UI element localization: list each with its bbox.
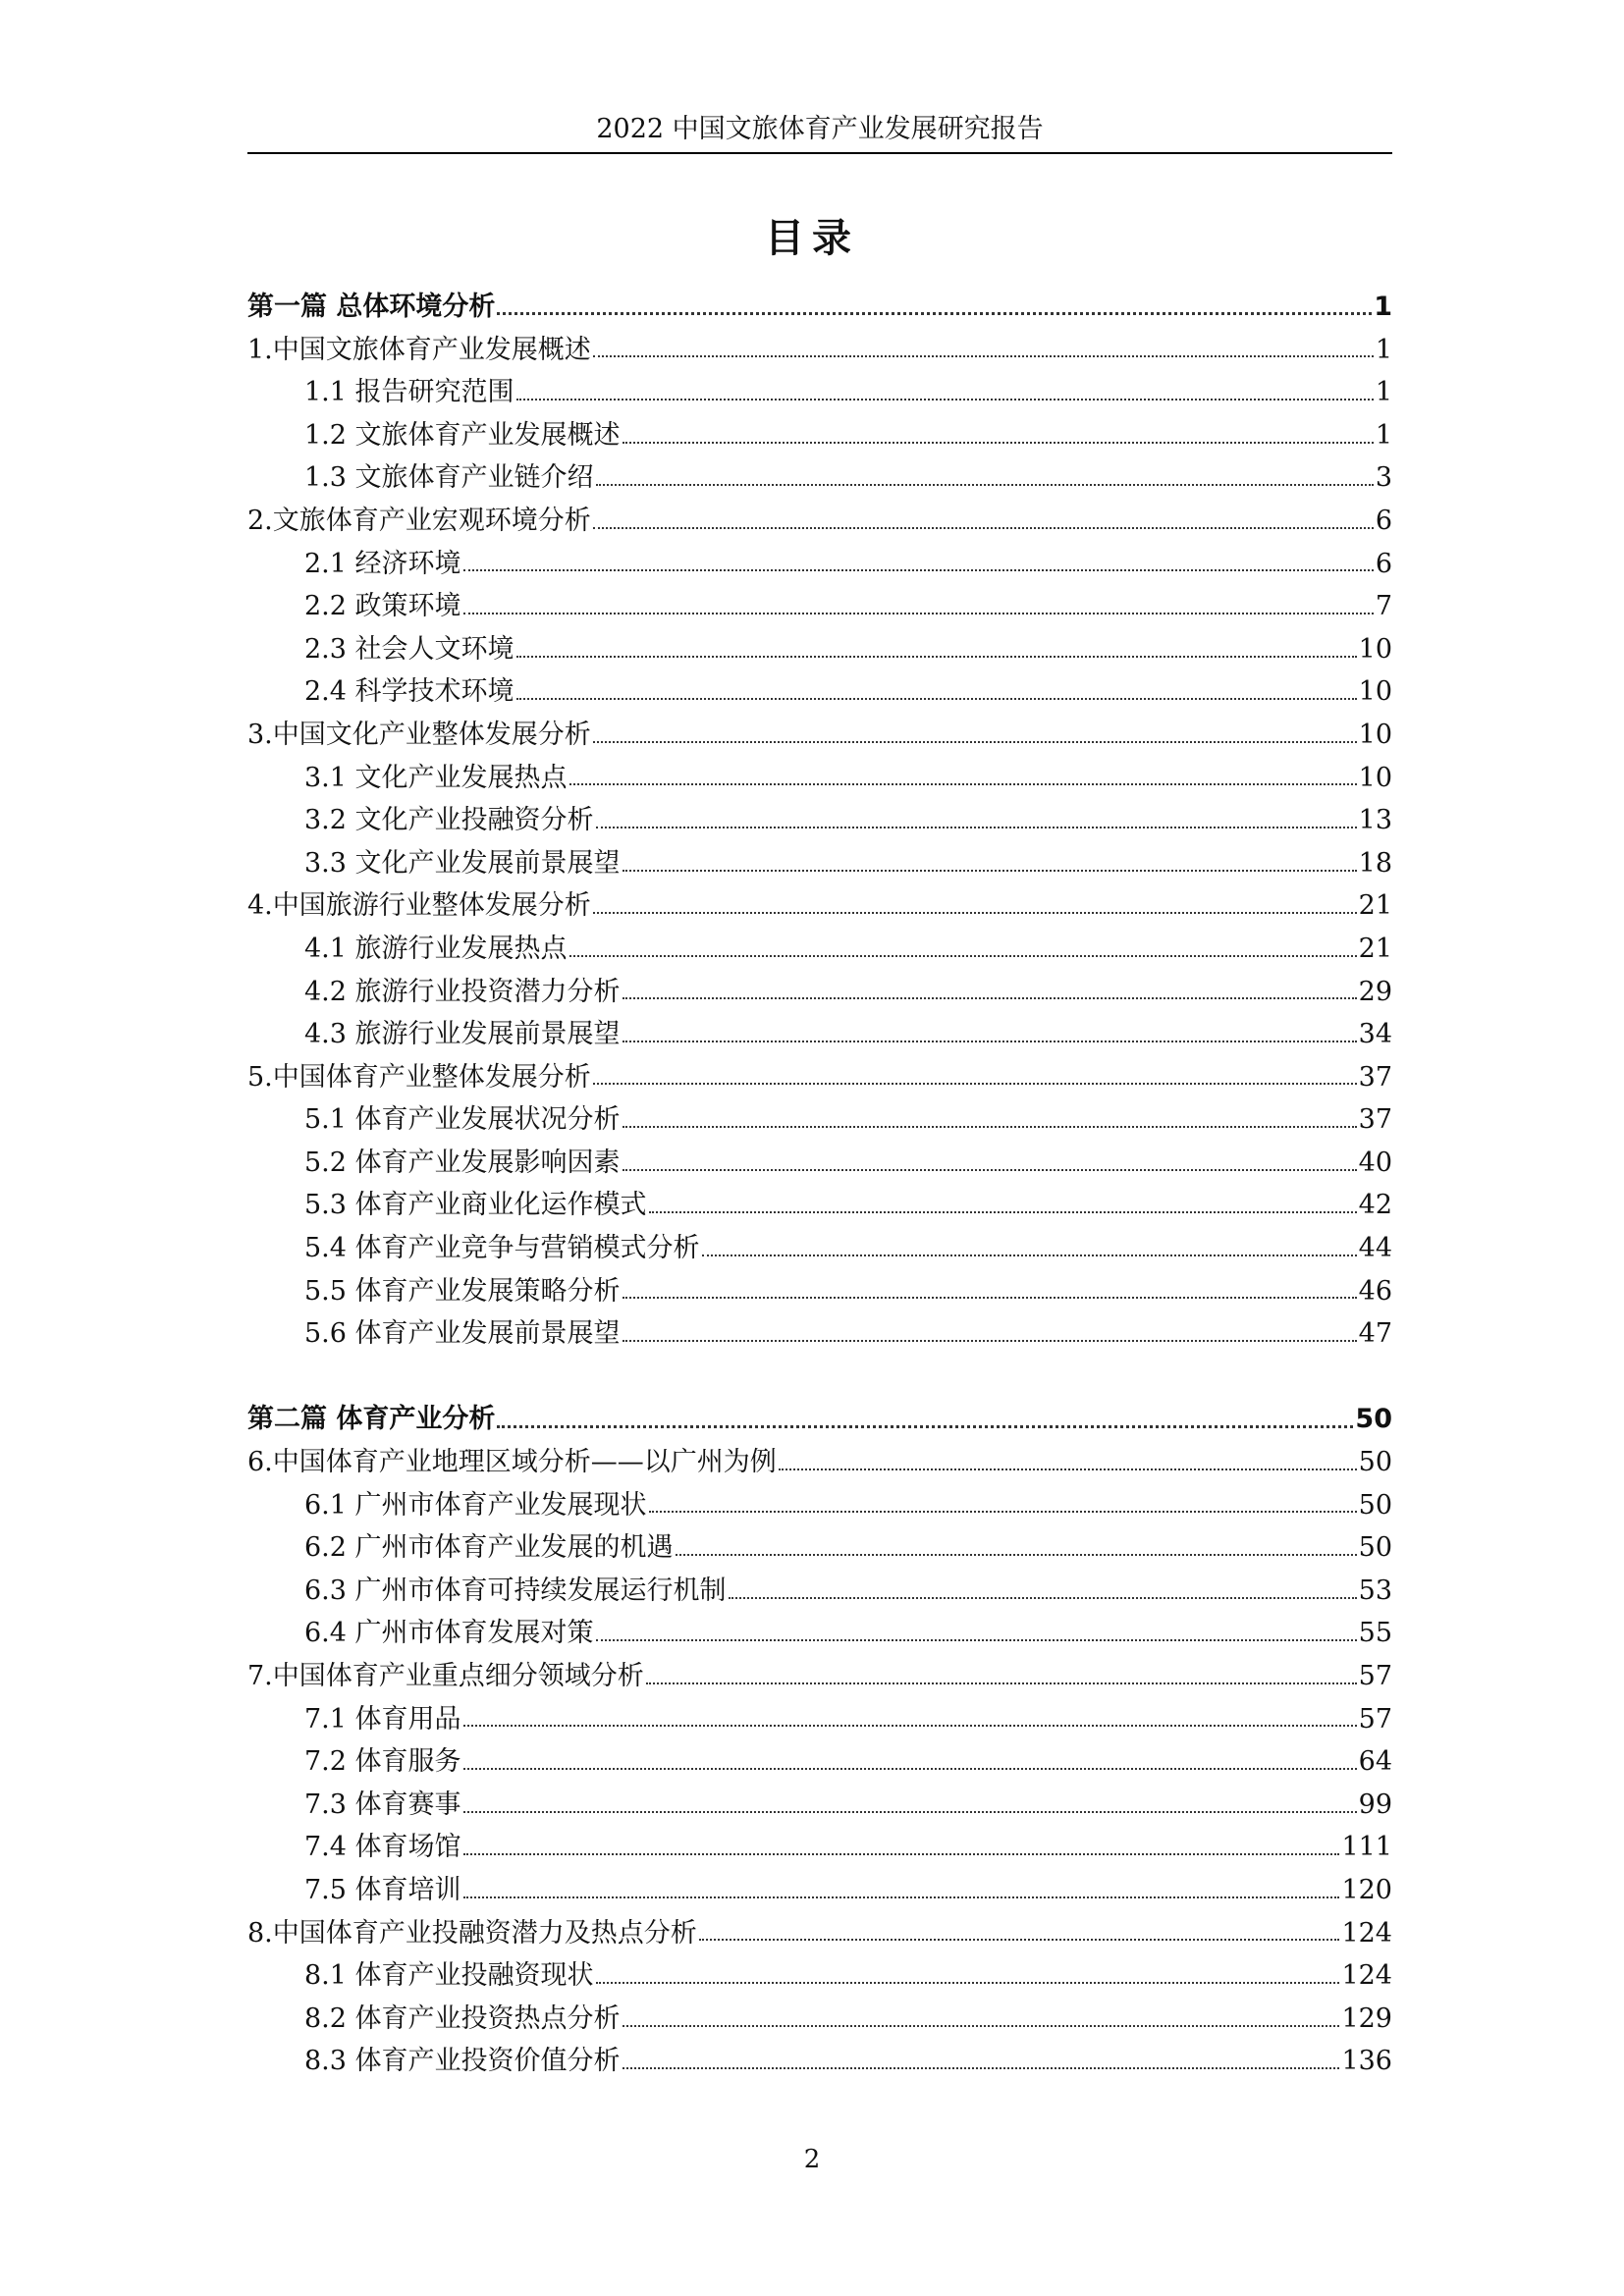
toc-entry-label: 3.中国文化产业整体发展分析 — [247, 719, 591, 750]
toc-dot-leader — [569, 783, 1357, 785]
toc-entry-section[interactable] — [247, 1783, 1392, 1826]
toc-entry-page: 6 — [1375, 548, 1392, 579]
toc-dot-leader — [649, 1211, 1357, 1213]
toc-entry-section[interactable] — [247, 1739, 1392, 1783]
toc-spacer — [247, 1355, 1392, 1398]
toc-dot-leader — [463, 1811, 1357, 1813]
toc-entry-label: 7.中国体育产业重点细分领域分析 — [247, 1661, 644, 1691]
toc-entry-page: 1 — [1374, 292, 1392, 322]
toc-dot-leader — [702, 1255, 1357, 1256]
toc-entry-label: 3.3 文化产业发展前景展望 — [304, 847, 621, 879]
toc-entry-label: 5.4 体育产业竞争与营销模式分析 — [304, 1233, 700, 1264]
toc-entry-page: 3 — [1375, 462, 1392, 494]
toc-dot-leader — [593, 355, 1374, 357]
toc-dot-leader — [593, 1083, 1357, 1085]
toc-dot-leader — [623, 1041, 1357, 1042]
toc-entry-chapter[interactable] — [247, 1440, 1392, 1483]
toc-entry-page: 47 — [1358, 1318, 1392, 1350]
toc-entry-label: 2.1 经济环境 — [304, 548, 461, 579]
toc-dot-leader — [646, 1682, 1357, 1684]
toc-dot-leader — [569, 955, 1357, 957]
toc-entry-label: 5.3 体育产业商业化运作模式 — [304, 1190, 647, 1221]
toc-entry-label: 1.1 报告研究范围 — [304, 377, 514, 408]
toc-entry-label: 2.3 社会人文环境 — [304, 633, 514, 665]
toc-entry-label: 2.文旅体育产业宏观环境分析 — [247, 505, 591, 536]
toc-dot-leader — [463, 1725, 1357, 1727]
toc-entry-page: 64 — [1358, 1746, 1392, 1778]
toc-entry-section[interactable] — [247, 1611, 1392, 1654]
toc-dot-leader — [516, 399, 1374, 400]
toc-entry-page: 50 — [1358, 1489, 1392, 1521]
toc-dot-leader — [623, 997, 1357, 999]
toc-entry-section[interactable] — [247, 1997, 1392, 2040]
toc-dot-leader — [516, 698, 1357, 700]
toc-entry-section[interactable] — [247, 756, 1392, 799]
toc-entry-section[interactable] — [247, 627, 1392, 670]
toc-entry-section[interactable] — [247, 1226, 1392, 1269]
toc-entry-section[interactable] — [247, 798, 1392, 841]
toc-entry-label: 2.2 政策环境 — [304, 591, 461, 622]
toc-entry-page: 120 — [1341, 1874, 1392, 1905]
toc-entry-section[interactable] — [247, 841, 1392, 884]
toc-entry-label: 6.3 广州市体育可持续发展运行机制 — [304, 1575, 727, 1606]
toc-entry-label: 7.2 体育服务 — [304, 1746, 461, 1778]
toc-dot-leader — [463, 569, 1374, 571]
toc-entry-page: 1 — [1375, 334, 1392, 365]
toc-dot-leader — [623, 1340, 1357, 1342]
toc-dot-leader — [516, 656, 1357, 658]
toc-entry-label: 8.2 体育产业投资热点分析 — [304, 2002, 621, 2034]
toc-entry-section[interactable] — [247, 1012, 1392, 1055]
toc-entry-section[interactable] — [247, 1525, 1392, 1569]
toc-entry-page: 1 — [1375, 419, 1392, 451]
toc-entry-page: 50 — [1358, 1447, 1392, 1478]
toc-entry-label: 3.2 文化产业投融资分析 — [304, 805, 594, 836]
toc-entry-page: 37 — [1358, 1061, 1392, 1093]
toc-entry-section[interactable] — [247, 1097, 1392, 1141]
toc-entry-label: 7.3 体育赛事 — [304, 1789, 461, 1820]
toc-dot-leader — [596, 1639, 1357, 1641]
toc-entry-section[interactable] — [247, 1825, 1392, 1868]
toc-dot-leader — [623, 1297, 1357, 1299]
toc-dot-leader — [699, 1939, 1340, 1941]
toc-dot-leader — [729, 1597, 1357, 1599]
toc-entry-label: 1.3 文旅体育产业链介绍 — [304, 462, 594, 494]
toc-dot-leader — [596, 1982, 1340, 1984]
toc-dot-leader — [593, 527, 1374, 529]
toc-entry-section[interactable] — [247, 1697, 1392, 1740]
toc-dot-leader — [596, 484, 1374, 486]
table-of-contents — [247, 285, 1392, 2082]
toc-entry-section[interactable] — [247, 1269, 1392, 1312]
toc-entry-page: 10 — [1358, 633, 1392, 665]
toc-entry-label: 5.1 体育产业发展状况分析 — [304, 1104, 621, 1136]
toc-entry-label: 4.1 旅游行业发展热点 — [304, 933, 568, 964]
toc-entry-page: 18 — [1358, 847, 1392, 879]
page-header: 2022 中国文旅体育产业发展研究报告 — [596, 114, 1044, 144]
toc-dot-leader — [623, 2025, 1340, 2027]
toc-entry-section[interactable] — [247, 584, 1392, 627]
toc-entry-page: 53 — [1358, 1575, 1392, 1606]
toc-dot-leader — [623, 442, 1374, 444]
toc-entry-page: 57 — [1358, 1661, 1392, 1691]
toc-dot-leader — [623, 870, 1357, 872]
toc-entry-label: 3.1 文化产业发展热点 — [304, 762, 568, 793]
toc-entry-label: 4.中国旅游行业整体发展分析 — [247, 890, 591, 922]
toc-entry-page: 42 — [1358, 1190, 1392, 1221]
toc-entry-chapter[interactable] — [247, 1911, 1392, 1954]
toc-dot-leader — [593, 741, 1357, 743]
toc-entry-label: 5.2 体育产业发展影响因素 — [304, 1147, 621, 1178]
toc-entry-label: 7.4 体育场馆 — [304, 1832, 461, 1863]
toc-entry-page: 40 — [1358, 1147, 1392, 1178]
toc-entry-page: 50 — [1355, 1404, 1392, 1435]
toc-entry-label: 5.6 体育产业发展前景展望 — [304, 1318, 621, 1350]
toc-entry-page: 21 — [1358, 933, 1392, 964]
toc-entry-label: 5.中国体育产业整体发展分析 — [247, 1061, 591, 1093]
toc-entry-section[interactable] — [247, 1311, 1392, 1355]
toc-dot-leader — [596, 827, 1357, 828]
toc-entry-page: 1 — [1375, 377, 1392, 408]
toc-entry-part[interactable] — [247, 1397, 1392, 1440]
toc-entry-page: 34 — [1358, 1019, 1392, 1050]
toc-entry-section[interactable] — [247, 1183, 1392, 1226]
toc-entry-page: 10 — [1358, 676, 1392, 708]
toc-entry-page: 10 — [1358, 719, 1392, 750]
toc-entry-label: 第二篇 体育产业分析 — [247, 1404, 496, 1435]
header-rule — [247, 152, 1392, 154]
toc-entry-label: 6.1 广州市体育产业发展现状 — [304, 1489, 647, 1521]
toc-entry-label: 6.2 广州市体育产业发展的机遇 — [304, 1532, 674, 1564]
toc-dot-leader — [623, 1126, 1357, 1128]
toc-entry-section[interactable] — [247, 1868, 1392, 1911]
toc-entry-page: 55 — [1358, 1618, 1392, 1649]
toc-entry-section[interactable] — [247, 1141, 1392, 1184]
toc-entry-label: 1.2 文旅体育产业发展概述 — [304, 419, 621, 451]
toc-entry-page: 6 — [1375, 505, 1392, 536]
toc-entry-label: 1.中国文旅体育产业发展概述 — [247, 334, 591, 365]
toc-dot-leader — [593, 912, 1357, 914]
toc-entry-page: 21 — [1358, 890, 1392, 922]
toc-entry-chapter[interactable] — [247, 713, 1392, 756]
toc-entry-page: 50 — [1358, 1532, 1392, 1564]
toc-title: 目录 — [765, 215, 859, 261]
toc-entry-section[interactable] — [247, 1483, 1392, 1526]
toc-entry-section[interactable] — [247, 669, 1392, 713]
toc-dot-leader — [497, 312, 1372, 315]
toc-entry-page: 46 — [1358, 1275, 1392, 1307]
toc-entry-label: 6.4 广州市体育发展对策 — [304, 1618, 594, 1649]
toc-entry-label: 第一篇 总体环境分析 — [247, 292, 496, 322]
toc-entry-label: 8.3 体育产业投资价值分析 — [304, 2046, 621, 2077]
toc-entry-chapter[interactable] — [247, 499, 1392, 542]
toc-entry-page: 136 — [1341, 2046, 1392, 2077]
toc-entry-chapter[interactable] — [247, 1055, 1392, 1098]
toc-dot-leader — [463, 1768, 1357, 1770]
toc-entry-page: 37 — [1358, 1104, 1392, 1136]
toc-entry-label: 2.4 科学技术环境 — [304, 676, 514, 708]
toc-entry-section[interactable] — [247, 542, 1392, 585]
toc-entry-page: 124 — [1341, 1960, 1392, 1992]
toc-entry-page: 111 — [1341, 1832, 1392, 1863]
toc-entry-section[interactable] — [247, 370, 1392, 413]
toc-entry-page: 129 — [1341, 2002, 1392, 2034]
toc-entry-label: 8.1 体育产业投融资现状 — [304, 1960, 594, 1992]
toc-entry-page: 10 — [1358, 762, 1392, 793]
toc-entry-section[interactable] — [247, 1953, 1392, 1997]
toc-entry-section[interactable] — [247, 927, 1392, 970]
toc-entry-label: 4.3 旅游行业发展前景展望 — [304, 1019, 621, 1050]
toc-entry-label: 4.2 旅游行业投资潜力分析 — [304, 976, 621, 1007]
toc-entry-chapter[interactable] — [247, 883, 1392, 927]
toc-dot-leader — [649, 1511, 1357, 1513]
toc-dot-leader — [463, 1853, 1340, 1855]
toc-entry-page: 99 — [1358, 1789, 1392, 1820]
toc-entry-label: 7.5 体育培训 — [304, 1874, 461, 1905]
toc-dot-leader — [497, 1425, 1353, 1428]
toc-entry-page: 124 — [1341, 1917, 1392, 1949]
toc-dot-leader — [676, 1554, 1357, 1556]
toc-dot-leader — [463, 1896, 1340, 1898]
toc-entry-page: 29 — [1358, 976, 1392, 1007]
toc-entry-page: 44 — [1358, 1233, 1392, 1264]
toc-entry-page: 7 — [1375, 591, 1392, 622]
toc-entry-chapter[interactable] — [247, 328, 1392, 371]
toc-entry-section[interactable] — [247, 413, 1392, 456]
toc-entry-label: 5.5 体育产业发展策略分析 — [304, 1275, 621, 1307]
toc-dot-leader — [779, 1468, 1357, 1470]
toc-entry-label: 6.中国体育产业地理区域分析——以广州为例 — [247, 1447, 777, 1478]
toc-entry-section[interactable] — [247, 1569, 1392, 1612]
toc-entry-section[interactable] — [247, 455, 1392, 499]
toc-dot-leader — [623, 1169, 1357, 1171]
toc-entry-page: 57 — [1358, 1703, 1392, 1735]
toc-entry-part[interactable] — [247, 285, 1392, 328]
toc-entry-label: 8.中国体育产业投融资潜力及热点分析 — [247, 1917, 697, 1949]
toc-entry-label: 7.1 体育用品 — [304, 1703, 461, 1735]
toc-dot-leader — [463, 613, 1374, 614]
toc-entry-chapter[interactable] — [247, 1654, 1392, 1697]
toc-entry-section[interactable] — [247, 2039, 1392, 2082]
toc-entry-section[interactable] — [247, 970, 1392, 1013]
toc-entry-page: 13 — [1358, 805, 1392, 836]
page-number: 2 — [803, 2145, 821, 2174]
toc-dot-leader — [623, 2067, 1340, 2069]
